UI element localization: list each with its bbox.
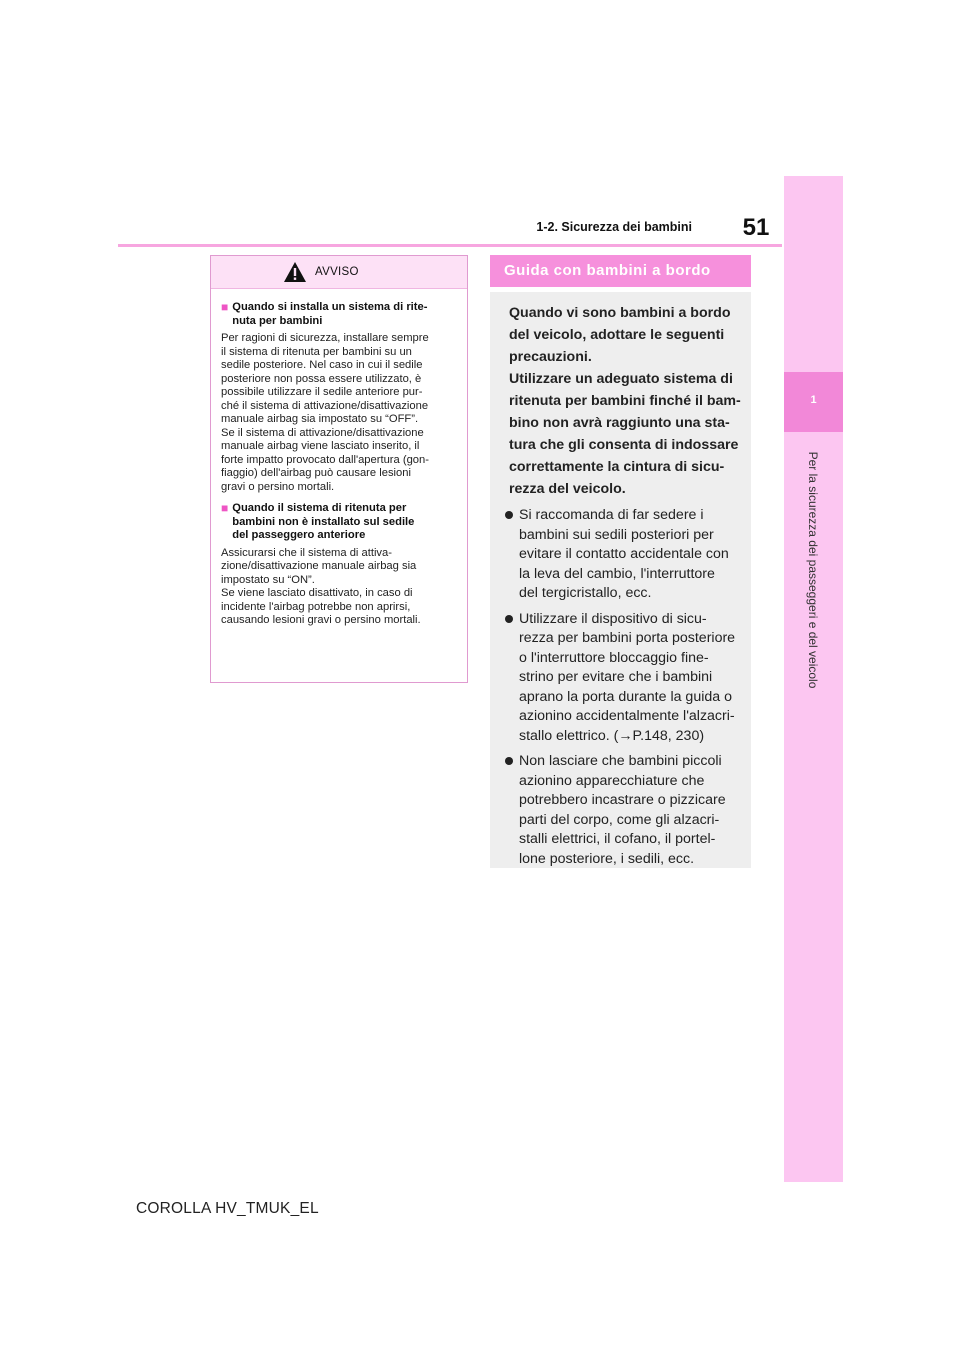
info-box xyxy=(490,292,751,868)
list-item xyxy=(502,752,742,869)
list-item-text: Utilizzare il dispositivo di sicu- rezza per bambini porta posteriore o l'interruttore bloccaggio fine- strino per evitare che i bambini aprano la porta durante la guida o azionino accidentalmente l'alzacri- stallo elettrico. (→P.148, 230) xyxy=(519,610,736,744)
bullet-dot-icon xyxy=(502,752,519,869)
warning-section-text: Assicurarsi che il sistema di attiva- zione/disattivazione manuale airbag sia impostato su “ON”. Se viene lasciato disattivato, in caso di incidente l'airbag potrebbe non aprirsi, causando lesioni gravi o persino mortali. xyxy=(221,546,421,626)
warning-body xyxy=(211,289,467,628)
chapter-title: Per la sicurezza dei passeggeri e del veicolo xyxy=(806,451,820,689)
warning-section-heading xyxy=(221,301,457,328)
header-rule xyxy=(118,244,782,247)
bullet-list xyxy=(502,506,742,875)
warning-title: AVVISO xyxy=(315,266,359,278)
warning-heading-text: Quando il sistema di ritenuta per bambini non è installato sul sedile del passeggero anteriore xyxy=(232,502,415,541)
list-item xyxy=(502,506,742,604)
warning-section-heading xyxy=(221,502,457,543)
section-banner xyxy=(490,255,751,287)
list-item-text: Non lasciare che bambini piccoli azionino apparecchiature che potrebbero incastrare o pizzicare parti del corpo, come gli alzacri- stalli elettrici, il cofano, il portel- lone posteriore, i sedili, ecc. xyxy=(519,753,726,867)
intro-paragraph: Quando vi sono bambini a bordo del veicolo, adottare le seguenti precauzioni. Utilizzare un adeguato sistema di ritenuta per bambini finché il bam- bino non avrà raggiunto una sta- tura che gli consenta di indossare correttamente la cintura di sicu- rezza del veicolo. xyxy=(509,305,741,497)
section-title: 1-2. Sicurezza dei bambini xyxy=(536,220,692,234)
chapter-number-tab xyxy=(784,372,843,432)
list-item xyxy=(502,610,742,747)
warning-heading-text: Quando si installa un sistema di rite- nuta per bambini xyxy=(232,301,428,327)
square-bullet-icon: ■ xyxy=(221,501,229,515)
warning-section-text: Per ragioni di sicurezza, installare sempre il sistema di ritenuta per bambini su un sedile posteriore. Nel caso in cui il sedile posteriore non possa essere utilizzato, è possibile utilizzare il sedile anteriore pur- ché il sistema di attivazione/disattivazione manuale airbag sia impostato su “OFF”. Se il sistema di attivazione/disattivazione manuale airbag viene lasciato inserito, il forte impatto provocato dall'apertura (gon- fiaggio) dell'airbag può causare lesioni gravi o persino mortali. xyxy=(221,332,429,493)
list-item-text: Si raccomanda di far sedere i bambini sui sedili posteriori per evitare il contatto accidentale con la leva del cambio, l'interruttore del tergicristallo, ecc. xyxy=(519,507,729,601)
banner-title: Guida con bambini a bordo xyxy=(504,262,711,279)
square-bullet-icon: ■ xyxy=(221,300,229,314)
chapter-number: 1 xyxy=(810,394,817,406)
warning-header xyxy=(211,256,467,289)
warning-triangle-icon xyxy=(283,261,307,283)
footer-model-code: COROLLA HV_TMUK_EL xyxy=(136,1200,319,1217)
page-number: 51 xyxy=(742,214,770,241)
warning-box xyxy=(210,255,468,683)
bullet-dot-icon xyxy=(502,506,519,604)
bullet-dot-icon xyxy=(502,610,519,747)
